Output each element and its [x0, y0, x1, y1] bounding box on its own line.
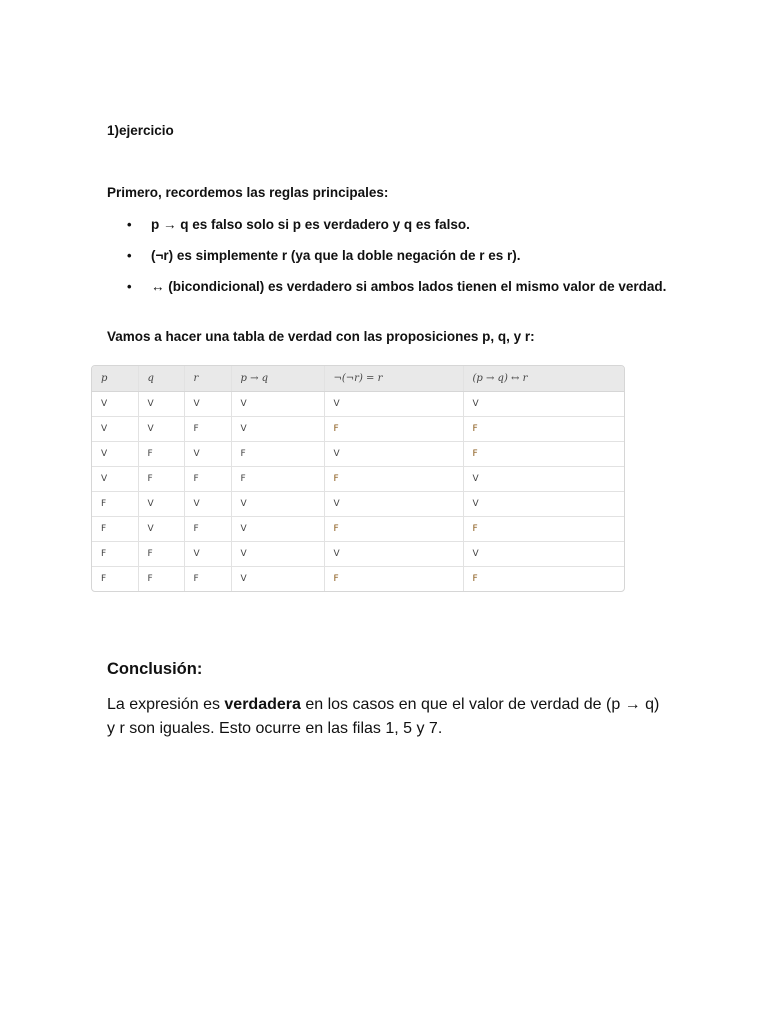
table-cell: V	[231, 492, 324, 517]
table-row	[92, 567, 624, 592]
table-cell: F	[231, 467, 324, 492]
table-row	[92, 467, 624, 492]
table-cell: V	[138, 517, 184, 542]
table-cell: V	[463, 492, 624, 517]
column-header-implication: p → q	[231, 366, 324, 392]
table-cell: F	[138, 567, 184, 592]
table-cell: V	[138, 492, 184, 517]
table-cell: F	[463, 417, 624, 442]
table-cell: F	[92, 542, 138, 567]
table-cell: V	[184, 392, 231, 417]
table-cell: V	[92, 392, 138, 417]
table-cell: V	[138, 417, 184, 442]
table-cell: F	[184, 417, 231, 442]
table-cell: V	[231, 417, 324, 442]
table-cell: V	[138, 392, 184, 417]
conclusion-emphasis: verdadera	[224, 696, 301, 713]
table-cell: V	[184, 442, 231, 467]
table-cell: V	[324, 542, 463, 567]
column-header-q: q	[138, 366, 184, 392]
table-cell: F	[324, 517, 463, 542]
table-cell: F	[472, 574, 478, 584]
rule-text: p → q es falso solo si p es verdadero y q es falso.	[151, 217, 470, 232]
table-cell: V	[324, 492, 463, 517]
table-intro: Vamos a hacer una tabla de verdad con las proposiciones p, q, y r:	[107, 329, 535, 344]
list-item	[107, 214, 667, 235]
table-cell: F	[184, 567, 231, 592]
table-cell: F	[92, 492, 138, 517]
table-cell: V	[92, 467, 138, 492]
column-header-r: r	[184, 366, 231, 392]
table-row	[92, 392, 624, 417]
column-header-double-negation: ¬(¬r) = r	[324, 366, 463, 392]
table-cell: V	[324, 392, 463, 417]
table-cell: F	[184, 467, 231, 492]
rules-list	[107, 214, 667, 307]
table-row	[92, 492, 624, 517]
table-cell: F	[138, 542, 184, 567]
table-cell: V	[324, 442, 463, 467]
table-cell: V	[463, 392, 624, 417]
table-cell: V	[231, 542, 324, 567]
table-header-row	[92, 366, 624, 392]
table-row	[92, 517, 624, 542]
conclusion-title: Conclusión:	[107, 660, 203, 678]
table-cell: V	[463, 467, 624, 492]
table-cell: F	[184, 517, 231, 542]
table-body	[92, 392, 624, 592]
table-cell: F	[138, 442, 184, 467]
table-cell: F	[324, 417, 463, 442]
table-cell: F	[324, 567, 463, 592]
truth-table	[91, 365, 625, 592]
list-item	[107, 245, 667, 266]
table-cell: F	[324, 467, 463, 492]
table-cell: V	[231, 517, 324, 542]
conclusion-text-start: La expresión es	[107, 696, 225, 713]
table-cell: V	[463, 542, 624, 567]
table-row	[92, 442, 624, 467]
table-cell: V	[92, 442, 138, 467]
table-cell: F	[231, 442, 324, 467]
table-cell: V	[184, 542, 231, 567]
exercise-title: 1)ejercicio	[107, 123, 174, 138]
table-cell: V	[231, 392, 324, 417]
conclusion-text-end: en los casos en que el valor de verdad de (p → q) y r son iguales. Esto ocurre en las filas 1, 5 y 7.	[107, 696, 660, 737]
table-cell: F	[463, 517, 624, 542]
table-cell: V	[184, 492, 231, 517]
rule-text: (¬r) es simplemente r (ya que la doble negación de r es r).	[151, 248, 521, 263]
list-item	[107, 276, 667, 297]
table-cell: F	[138, 467, 184, 492]
table-row	[92, 417, 624, 442]
table-cell: V	[231, 567, 324, 592]
bullet-icon: •	[127, 248, 132, 263]
rules-intro: Primero, recordemos las reglas principales:	[107, 185, 389, 200]
table-cell: F	[92, 517, 138, 542]
conclusion-text	[107, 693, 667, 741]
table-cell: F	[92, 567, 138, 592]
bullet-icon: •	[127, 217, 132, 232]
rule-text: ↔ (bicondicional) es verdadero si ambos lados tienen el mismo valor de verdad.	[151, 279, 667, 294]
table-row	[92, 542, 624, 567]
table-cell: F	[463, 442, 624, 467]
table-cell: V	[92, 417, 138, 442]
column-header-p: p	[92, 366, 138, 392]
column-header-biconditional: (p → q) ↔ r	[463, 366, 624, 392]
bullet-icon: •	[127, 279, 132, 294]
